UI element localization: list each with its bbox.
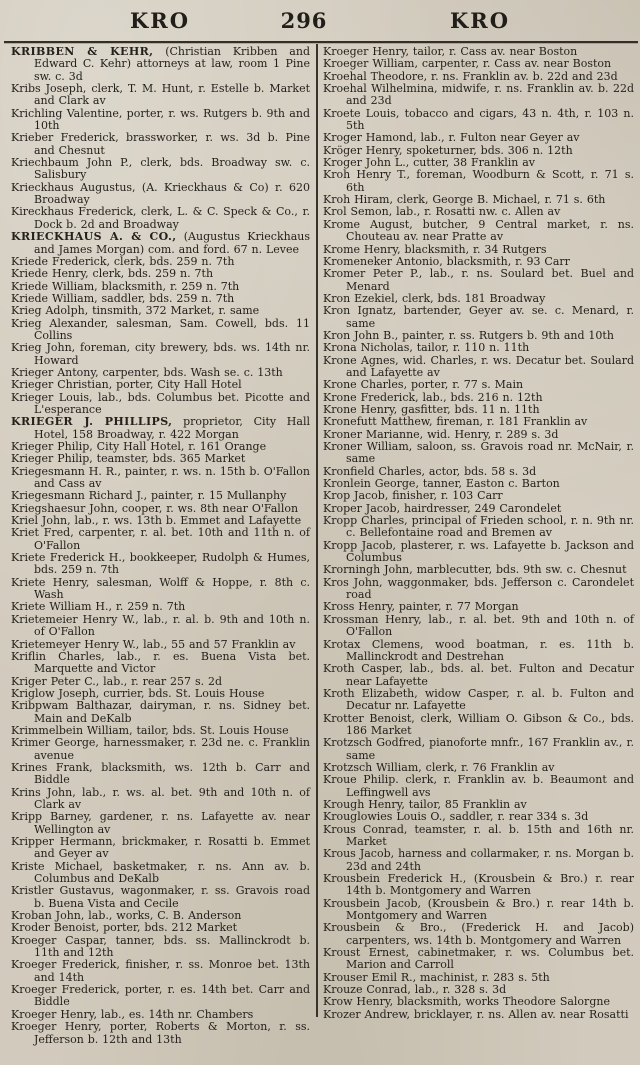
- directory-entry: Kropp Charles, principal of Frieden school, r. n. 9th nr. c. Bellefontaine road and Bremen av: [323, 514, 634, 540]
- directory-entry: Kriel John, lab., r. ws. 13th b. Emmet and Lafayette: [11, 514, 302, 528]
- right-catchword: KRO: [450, 8, 510, 33]
- directory-entry: Krona Nicholas, tailor, r. 110 n. 11th: [323, 341, 530, 355]
- directory-entry: KRIBBEN & KEHR, (Christian Kribben and Edward C. Kehr) attorneys at law, room 1 Pine sw. c. 3d: [11, 45, 310, 83]
- directory-entry: Kropp Jacob, plasterer, r. ws. Lafayette b. Jackson and Columbus: [323, 538, 634, 565]
- page-header: [0, 0, 640, 44]
- directory-entry: Krousbein & Bro., (Frederick H. and Jacob) carpenters, ws. 14th b. Montgomery and Warren: [323, 921, 634, 947]
- directory-entry: Kroeger William, carpenter, r. Cass av. near Boston: [323, 57, 612, 71]
- directory-entry: KRIECKHAUS A. & CO., (Augustus Krieckhaus and James Morgan) com. and ford. 67 n. Levee: [11, 230, 310, 256]
- directory-entry: Kribpwam Balthazar, dairyman, r. ns. Sidney bet. Main and DeKalb: [11, 699, 310, 725]
- directory-entry: Krieckhaus Augustus, (A. Krieckhaus & Co) r. 620 Broadway: [11, 180, 310, 207]
- directory-entry: Kriede William, saddler, bds. 259 n. 7th: [11, 291, 235, 305]
- directory-entry: Krotzsch William, clerk, r. 76 Franklin av: [323, 760, 555, 774]
- directory-entry: Kröger Henry, spoketurner, bds. 306 n. 12th: [323, 143, 573, 157]
- directory-entry: Kroehal Wilhelmina, midwife, r. ns. Franklin av. b. 22d and 23d: [323, 82, 634, 108]
- entry-bold-name: KRIEGER J. PHILLIPS,: [11, 415, 173, 429]
- entry-bold-name: KRIECKHAUS A. & CO.,: [11, 230, 177, 244]
- directory-entry: Kronfield Charles, actor, bds. 58 s. 3d: [323, 464, 537, 478]
- directory-entry: Krome Henry, blacksmith, r. 34 Rutgers: [323, 242, 547, 256]
- left-catchword: KRO: [130, 8, 190, 33]
- directory-entry: Kroeger Frederick, finisher, r. ss. Monroe bet. 13th and 14th: [11, 958, 310, 984]
- directory-entry: Kroper Jacob, hairdresser, 249 Carondelet: [323, 501, 562, 515]
- directory-entry: Krough Henry, tailor, 85 Franklin av: [323, 797, 527, 811]
- directory-entry: Kroner William, saloon, ss. Gravois road nr. McNair, r. same: [323, 440, 634, 466]
- directory-entry: Kripp Barney, gardener, r. ns. Lafayette av. near Wellington av: [11, 810, 310, 836]
- directory-entry: Kroger Hamond, lab., r. Fulton near Geyer av: [323, 131, 580, 145]
- directory-entry: Kros John, waggonmaker, bds. Jefferson c. Carondelet road: [323, 575, 634, 602]
- directory-entry: Krieger Antony, carpenter, bds. Wash se. c. 13th: [11, 365, 283, 379]
- directory-entry: Kriegshaesur John, cooper, r. ws. 8th near O'Fallon: [11, 501, 299, 515]
- directory-entry: Kronefutt Matthew, fireman, r. 181 Franklin av: [323, 415, 588, 429]
- directory-entry: Kroeger Frederick, porter, r. es. 14th bet. Carr and Biddle: [11, 983, 310, 1009]
- directory-entry: Krotzsch Godfred, pianoforte mnfr., 167 Franklin av., r. same: [323, 736, 634, 762]
- directory-entry: Krone Frederick, lab., bds. 216 n. 12th: [323, 390, 543, 404]
- directory-entry: Krouglowies Louis O., saddler, r. rear 334 s. 3d: [323, 810, 589, 824]
- directory-entry: Kroh Henry T., foreman, Woodburn & Scott, r. 71 s. 6th: [323, 168, 634, 194]
- directory-entry: Krimer George, harnessmaker, r. 23d ne. c. Franklin avenue: [11, 736, 310, 762]
- directory-entry: Kireckhaus Frederick, clerk, L. & C. Speck & Co., r. Dock b. 2d and Broadway: [11, 205, 310, 231]
- right-column: [316, 45, 640, 1065]
- directory-entry: Kronlein George, tanner, Easton c. Barton: [323, 477, 560, 491]
- directory-entry: Krieger Christian, porter, City Hall Hotel: [11, 378, 242, 392]
- directory-entry: Kroeger Caspar, tanner, bds. ss. Mallinckrodt b. 11th and 12th: [11, 933, 310, 960]
- directory-entry: Kromer Peter P., lab., r. ns. Soulard bet. Buel and Menard: [323, 267, 634, 293]
- directory-entry: Krines Frank, blacksmith, ws. 12th b. Carr and Biddle: [11, 760, 310, 787]
- directory-entry: Kroban John, lab., works, C. B. Anderson: [11, 909, 242, 923]
- page-number: 296: [280, 8, 328, 33]
- directory-entry: Krous Conrad, teamster, r. al. b. 15th and 16th nr. Market: [323, 822, 634, 848]
- directory-entry: Krousbein Frederick H., (Krousbein & Bro.) r. rear 14th b. Montgomery and Warren: [323, 872, 634, 898]
- directory-entry: Kron John B., painter, r. ss. Rutgers b. 9th and 10th: [323, 328, 614, 342]
- directory-entry: Kroust Ernest, cabinetmaker, r. ws. Columbus bet. Marion and Carroll: [323, 946, 634, 972]
- directory-entry: Kroh Hiram, clerk, George B. Michael, r. 71 s. 6th: [323, 193, 606, 207]
- directory-entry: Kriete Henry, salesman, Wolff & Hoppe, r. 8th c. Wash: [11, 575, 310, 602]
- left-column: [0, 45, 316, 1065]
- directory-entry: Krop Jacob, finisher, r. 103 Carr: [323, 489, 503, 503]
- directory-entry: Krieger Louis, lab., bds. Columbus bet. Picotte and L'esperance: [11, 390, 310, 416]
- directory-entry: Kriede Frederick, clerk, bds. 259 n. 7th: [11, 254, 235, 268]
- directory-entry: Kriechbaum John P., clerk, bds. Broadway sw. c. Salisbury: [11, 156, 310, 182]
- directory-entry: Kriger Peter C., lab., r. rear 257 s. 2d: [11, 674, 223, 688]
- directory-entry: Kroete Louis, tobacco and cigars, 43 n. 4th, r. 103 n. 5th: [323, 106, 634, 133]
- directory-entry: Krousbein Jacob, (Krousbein & Bro.) r. rear 14th b. Montgomery and Warren: [323, 896, 634, 923]
- entry-bold-name: KRIBBEN & KEHR,: [11, 45, 154, 58]
- directory-entry: Krichling Valentine, porter, r. ws. Rutgers b. 9th and 10th: [11, 106, 310, 133]
- directory-entry: Kriede William, blacksmith, r. 259 n. 7th: [11, 279, 240, 293]
- directory-entry: Krieger Philip, City Hall Hotel, r. 161 Orange: [11, 440, 267, 453]
- directory-entry: Kriede Henry, clerk, bds. 259 n. 7th: [11, 267, 214, 281]
- directory-entry: Krotax Clemens, wood boatman, r. es. 11th b. Mallinckrodt and Destrehan: [323, 637, 634, 663]
- directory-entry: KRIEGER J. PHILLIPS, proprietor, City Hall Hotel, 158 Broadway, r. 422 Morgan: [11, 415, 310, 441]
- directory-entry: Krins John, lab., r. ws. al. bet. 9th and 10th n. of Clark av: [11, 785, 310, 811]
- directory-entry: Krorningh John, marblecutter, bds. 9th sw. c. Chesnut: [323, 563, 627, 577]
- directory-entry: Kriglow Joseph, currier, bds. St. Louis House: [11, 686, 265, 700]
- directory-entry: Krow Henry, blacksmith, works Theodore Salorgne: [323, 995, 610, 1009]
- directory-entry: Kriegesmann H. R., painter, r. ws. n. 15th b. O'Fallon and Cass av: [11, 464, 310, 491]
- directory-entry: Kroth Casper, lab., bds. al. bet. Fulton and Decatur near Lafayette: [323, 662, 634, 688]
- directory-entry: Kroder Benoist, porter, bds. 212 Market: [11, 921, 238, 935]
- directory-entry: Krimmelbein William, tailor, bds. St. Louis House: [11, 723, 289, 737]
- directory-entry: Krotter Benoist, clerk, William O. Gibson & Co., bds. 186 Market: [323, 711, 634, 737]
- directory-entry: Kron Ignatz, bartender, Geyer av. se. c. Menard, r. same: [323, 304, 634, 330]
- directory-entry: Kriste Michael, basketmaker, r. ns. Ann av. b. Columbus and DeKalb: [11, 859, 310, 886]
- directory-entry: Kriegesmann Richard J., painter, r. 15 Mullanphy: [11, 489, 287, 503]
- directory-entry: Krone Agnes, wid. Charles, r. ws. Decatur bet. Soulard and Lafayette av: [323, 353, 634, 379]
- directory-entry: Krieger Philip, teamster, bds. 365 Market: [11, 452, 246, 466]
- directory-entry: Krieg John, foreman, city brewery, bds. ws. 14th nr. Howard: [11, 341, 310, 367]
- directory-columns: [0, 45, 640, 1065]
- directory-entry: Kripper Hermann, brickmaker, r. Rosatti b. Emmet and Geyer av: [11, 835, 310, 861]
- directory-entry: Kriet Fred, carpenter, r. al. bet. 10th and 11th n. of O'Fallon: [11, 526, 310, 552]
- directory-entry: Kriete William H., r. 259 n. 7th: [11, 600, 186, 614]
- directory-entry: Kromeneker Antonio, blacksmith, r. 93 Carr: [323, 254, 570, 268]
- directory-entry: Kriflin Charles, lab., r. es. Buena Vista bet. Marquette and Victor: [11, 649, 310, 676]
- directory-entry: Kroger John L., cutter, 38 Franklin av: [323, 156, 536, 170]
- header-rule: [4, 41, 638, 43]
- directory-entry: Krieg Alexander, salesman, Sam. Cowell, bds. 11 Collins: [11, 316, 310, 342]
- directory-entry: Krol Semon, lab., r. Rosatti nw. c. Allen av: [323, 205, 561, 219]
- directory-entry: Krossman Henry, lab., r. al. bet. 9th and 10th n. of O'Fallon: [323, 612, 634, 639]
- directory-entry: Krietemeier Henry W., lab., r. al. b. 9th and 10th n. of O'Fallon: [11, 612, 310, 639]
- directory-entry: Kroeger Henry, lab., es. 14th nr. Chambers: [11, 1007, 254, 1021]
- directory-entry: Krieber Frederick, brassworker, r. ws. 3d b. Pine and Chesnut: [11, 131, 310, 157]
- directory-entry: Kroth Elizabeth, widow Casper, r. al. b. Fulton and Decatur nr. Lafayette: [323, 686, 634, 713]
- directory-entry: Krouser Emil R., machinist, r. 283 s. 5th: [323, 970, 550, 984]
- directory-entry: Kroeger Henry, porter, Roberts & Morton, r. ss. Jefferson b. 12th and 13th: [11, 1020, 310, 1046]
- directory-entry: Kroue Philip. clerk, r. Franklin av. b. Beaumont and Leffingwell avs: [323, 773, 634, 799]
- directory-entry: Kross Henry, painter, r. 77 Morgan: [323, 600, 519, 614]
- directory-entry: Krone Charles, porter, r. 77 s. Main: [323, 378, 524, 392]
- directory-entry: Kriete Frederick H., bookkeeper, Rudolph & Humes, bds. 259 n. 7th: [11, 551, 310, 577]
- directory-entry: Kroeger Henry, tailor, r. Cass av. near Boston: [323, 45, 578, 58]
- directory-entry: Kristler Gustavus, wagonmaker, r. ss. Gravois road b. Buena Vista and Cecile: [11, 884, 310, 910]
- directory-entry: Krouze Conrad, lab., r. 328 s. 3d: [323, 983, 507, 997]
- directory-entry: Krome August, butcher, 9 Central market, r. ns. Chouteau av. near Pratte av: [323, 217, 634, 244]
- directory-entry: Krietemeyer Henry W., lab., 55 and 57 Franklin av: [11, 637, 296, 651]
- directory-entry: Kron Ezekiel, clerk, bds. 181 Broadway: [323, 291, 546, 305]
- directory-entry: Kroner Marianne, wid. Henry, r. 289 s. 3d: [323, 427, 559, 441]
- directory-entry: Kroehal Theodore, r. ns. Franklin av. b. 22d and 23d: [323, 69, 618, 83]
- directory-entry: Krous Jacob, harness and collarmaker, r. ns. Morgan b. 23d and 24th: [323, 847, 634, 873]
- directory-entry: Krozer Andrew, bricklayer, r. ns. Allen av. near Rosatti: [323, 1007, 629, 1021]
- directory-entry: Kribs Joseph, clerk, T. M. Hunt, r. Estelle b. Market and Clark av: [11, 82, 310, 108]
- directory-entry: Krone Henry, gasfitter, bds. 11 n. 11th: [323, 402, 540, 416]
- directory-entry: Krieg Adolph, tinsmith, 372 Market, r. same: [11, 304, 260, 318]
